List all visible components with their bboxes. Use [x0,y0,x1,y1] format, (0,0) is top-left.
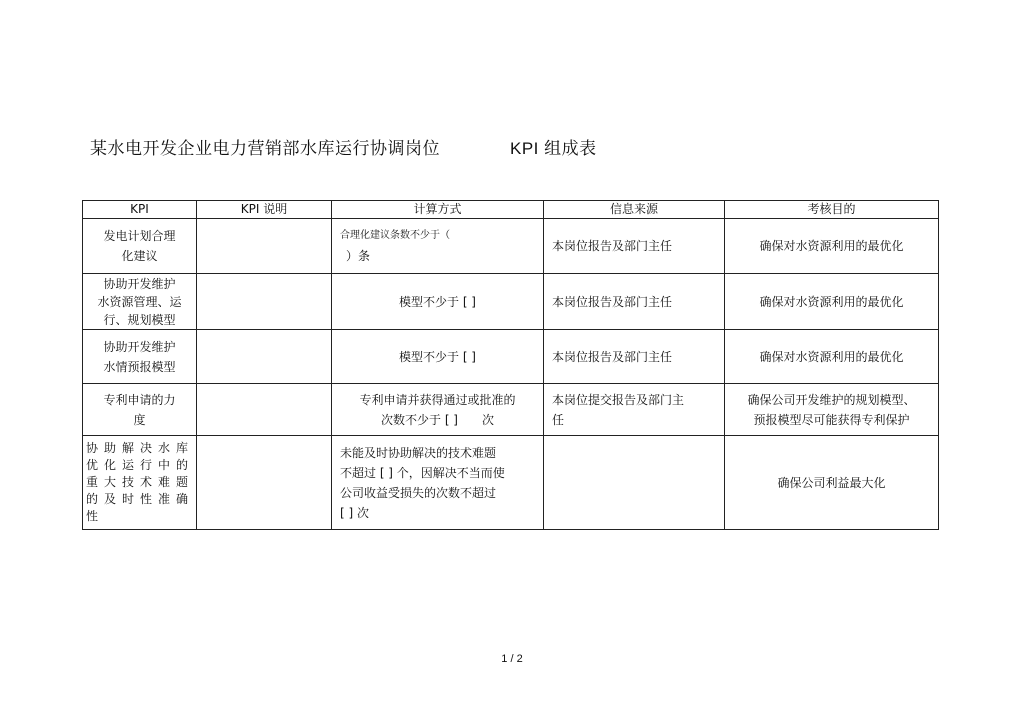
source-cell: 本岗位报告及部门主任 [544,219,725,274]
kpi-cell: 发电计划合理 化建议 [83,219,197,274]
kpi-cell: 协助开发维护 水情预报模型 [83,330,197,384]
kpi-cell: 协助解决水库 优化运行中的 重大技术难题 的及时性准确 性 [83,436,197,530]
calculation-cell: 合理化建议条数不少于（ ）条 [332,219,544,274]
calculation-cell: 未能及时协助解决的技术难题 不超过 [ ] 个，因解决不当而使 公司收益受损失的次数不超过 [ ] 次 [332,436,544,530]
kpi-cell: 协助开发维护 水资源管理、运 行、规划模型 [83,274,197,330]
description-cell [197,436,332,530]
page-number: 1 / 2 [501,653,523,665]
table-row [83,436,939,530]
purpose-cell: 确保对水资源利用的最优化 [725,330,939,384]
table-row [83,219,939,274]
purpose-cell: 确保公司利益最大化 [725,436,939,530]
purpose-cell: 确保对水资源利用的最优化 [725,274,939,330]
source-cell [544,436,725,530]
header-calculation: 计算方式 [332,201,544,219]
description-cell [197,274,332,330]
description-cell [197,330,332,384]
source-cell: 本岗位报告及部门主任 [544,330,725,384]
calculation-cell: 模型不少于 [ ] [332,274,544,330]
purpose-cell: 确保公司开发维护的规划模型、 预报模型尽可能获得专利保护 [725,384,939,436]
purpose-cell: 确保对水资源利用的最优化 [725,219,939,274]
page-title [90,134,597,159]
kpi-cell: 专利申请的力 度 [83,384,197,436]
table-header-row [83,201,939,219]
header-kpi: KPI [83,201,197,219]
table-row [83,330,939,384]
header-purpose: 考核目的 [725,201,939,219]
calculation-cell: 模型不少于 [ ] [332,330,544,384]
source-cell: 本岗位报告及部门主任 [544,274,725,330]
source-cell: 本岗位提交报告及部门主 任 [544,384,725,436]
table-row [83,274,939,330]
title-suffix: KPI 组成表 [510,139,597,158]
kpi-table [82,200,939,530]
header-kpi-description: KPI 说明 [197,201,332,219]
header-info-source: 信息来源 [544,201,725,219]
description-cell [197,384,332,436]
table-row [83,384,939,436]
description-cell [197,219,332,274]
title-main: 某水电开发企业电力营销部水库运行协调岗位 [90,139,440,159]
calculation-cell: 专利申请并获得通过或批准的 次数不少于 [ ] 次 [332,384,544,436]
